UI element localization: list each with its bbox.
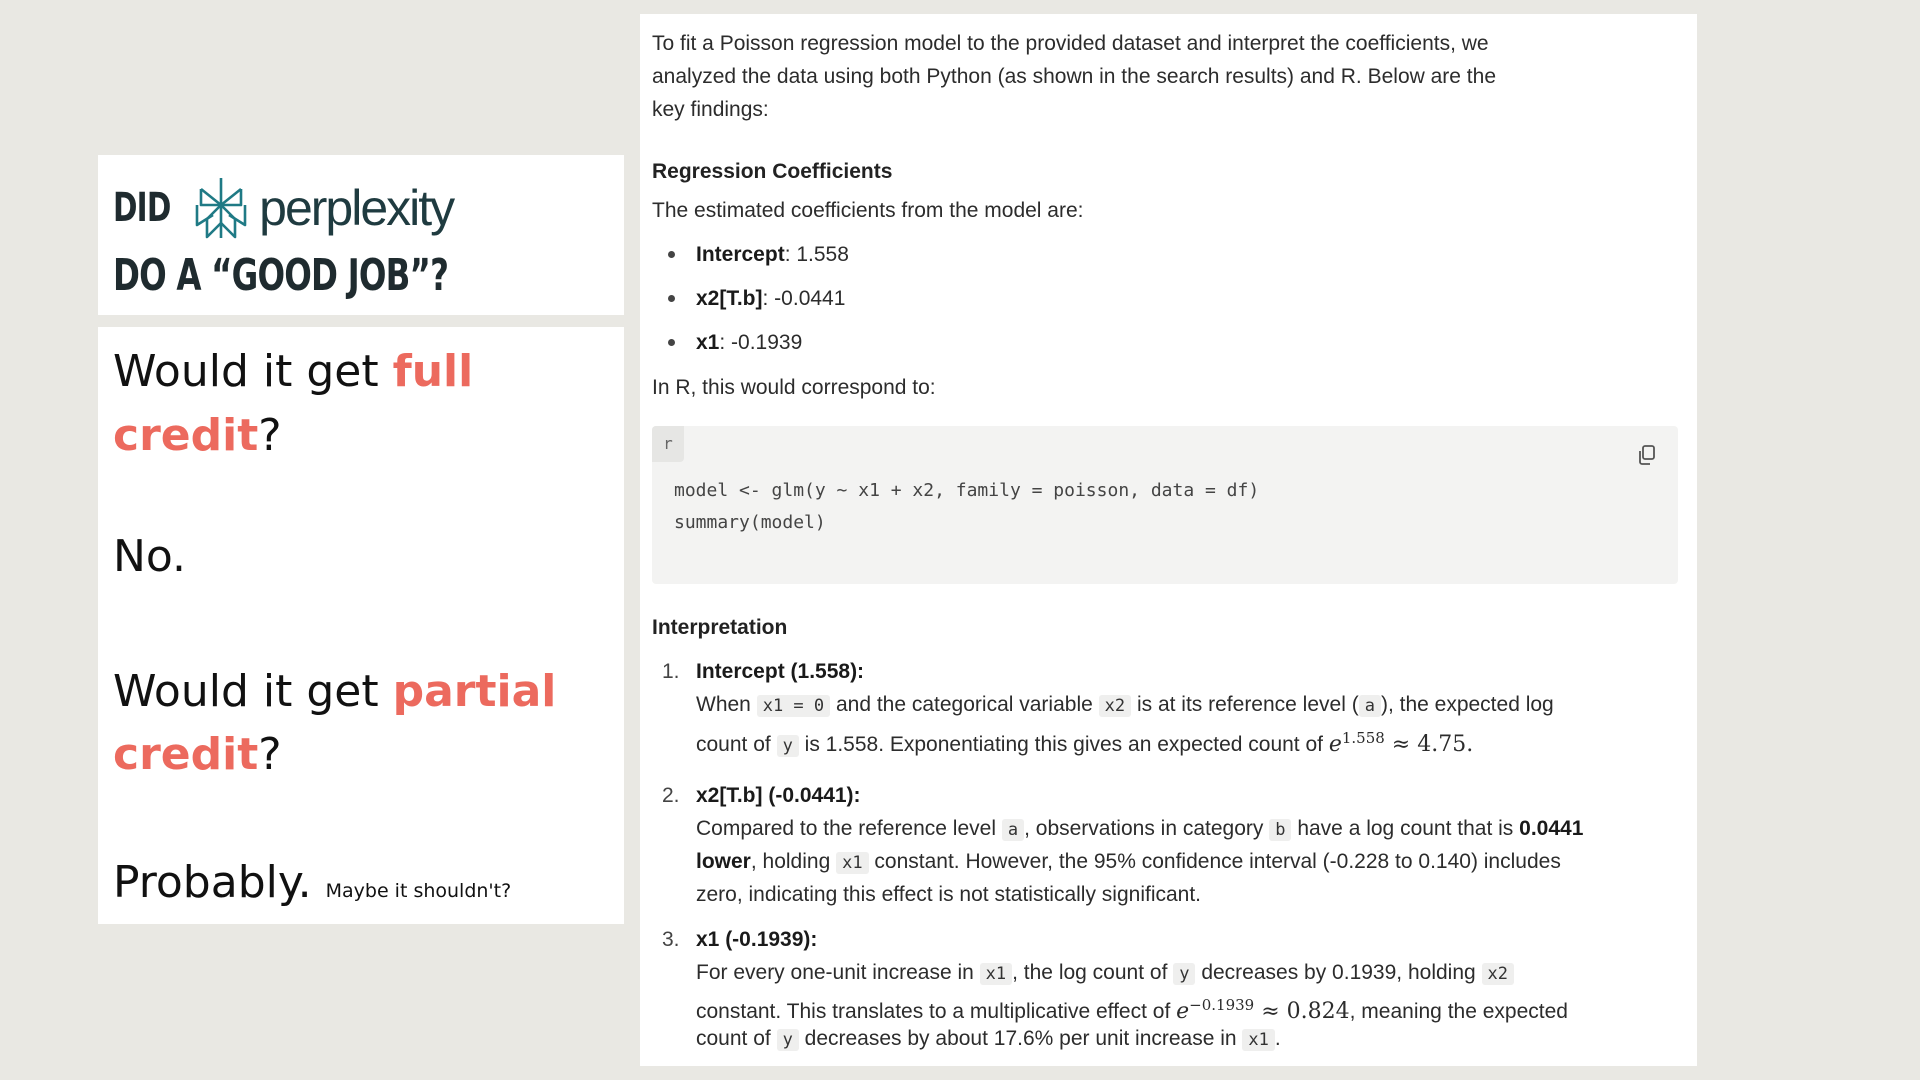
text: decreases by 0.1939, holding	[1195, 961, 1482, 984]
item-title: x2[T.b] (-0.0441):	[696, 784, 861, 807]
question-2-highlight-partial: partial	[392, 666, 557, 717]
text: is 1.558. Exponentiating this gives an expected count of	[798, 733, 1329, 756]
inline-code: x2	[1099, 695, 1131, 717]
item-2-title	[696, 779, 861, 812]
item-title: Intercept (1.558):	[696, 660, 865, 683]
answer-2	[113, 851, 511, 923]
bullet-x1	[696, 326, 802, 359]
code-block	[652, 426, 1678, 584]
title-did: DID	[113, 185, 171, 231]
text: is at its reference level (	[1131, 693, 1359, 716]
r-intro: In R, this would correspond to:	[652, 376, 936, 399]
text: count of	[696, 733, 777, 756]
list-number: 1.	[662, 660, 680, 683]
item-3-line-3	[696, 1022, 1281, 1057]
code-line-2: summary(model)	[674, 512, 826, 533]
question-1-mark: ?	[258, 410, 282, 461]
heading-regression-coefficients: Regression Coefficients	[652, 160, 893, 183]
title-row-2	[113, 245, 522, 305]
question-1-text: Would it get	[113, 346, 393, 397]
inline-code: a	[1359, 695, 1381, 717]
question-1-line-2	[113, 404, 282, 468]
title-line-2: DO A “GOOD JOB”?	[113, 249, 449, 301]
bullet-intercept	[696, 238, 849, 271]
bullet-value: : -0.0441	[762, 287, 846, 310]
bullet-x2	[696, 282, 845, 315]
item-1-title	[696, 655, 864, 688]
text: .	[1274, 1027, 1281, 1050]
inline-code: x1	[836, 852, 868, 874]
item-3-title	[696, 923, 817, 956]
item-2-line-2	[696, 845, 1561, 880]
math-e: e	[1176, 999, 1190, 1024]
title-card	[98, 155, 624, 315]
text: count of	[696, 1027, 777, 1050]
answer-2-aside: Maybe it shouldn't?	[325, 880, 512, 902]
text: , holding	[750, 850, 837, 873]
inline-code: x1	[1242, 1029, 1274, 1051]
question-2-mark: ?	[258, 729, 282, 780]
title-row-1	[113, 173, 453, 243]
inline-code: x1 = 0	[757, 695, 830, 717]
question-2-line-1	[113, 660, 556, 724]
coefficients-intro: The estimated coefficients from the model are:	[652, 199, 1084, 222]
inline-code: y	[1173, 963, 1195, 985]
text: decreases by about 17.6% per unit increase in	[798, 1027, 1243, 1050]
list-number: 3.	[662, 928, 680, 951]
math-result: ≈ 0.824	[1254, 999, 1350, 1024]
question-card	[98, 327, 624, 924]
bullet-label: x1	[696, 331, 720, 354]
bullet-value: : 1.558	[784, 243, 849, 266]
math-result: ≈ 4.75.	[1384, 732, 1474, 757]
text: constant. This translates to a multiplicative effect of	[696, 1000, 1177, 1023]
inline-code: x1	[980, 963, 1012, 985]
inline-code: a	[1002, 819, 1024, 841]
item-2-line-1	[696, 812, 1583, 847]
answer-1: No.	[113, 531, 187, 582]
list-number: 2.	[662, 784, 680, 807]
bullet-dot	[668, 251, 675, 258]
copy-icon[interactable]	[1636, 444, 1658, 466]
item-1-line-2	[696, 722, 1473, 763]
item-1-line-1	[696, 688, 1554, 723]
inline-code: y	[777, 735, 799, 757]
math-exponent: 1.558	[1341, 729, 1385, 747]
bold-text: lower	[696, 850, 751, 873]
intro-line-1: To fit a Poisson regression model to the provided dataset and interpret the coefficients, we	[652, 32, 1489, 55]
intro-line-3: key findings:	[652, 98, 769, 121]
item-title: x1 (-0.1939):	[696, 928, 818, 951]
text: constant. However, the 95% confidence interval (-0.228 to 0.140) includes	[868, 850, 1561, 873]
text: For every one-unit increase in	[696, 961, 980, 984]
inline-code: y	[777, 1029, 799, 1051]
bullet-label: Intercept	[696, 243, 785, 266]
text: Compared to the reference level	[696, 817, 1002, 840]
item-3-line-1	[696, 956, 1514, 991]
math-exponent: −0.1939	[1189, 996, 1255, 1014]
intro-line-2: analyzed the data using both Python (as shown in the search results) and R. Below are the	[652, 65, 1496, 88]
bold-value: 0.0441	[1519, 817, 1584, 840]
text: , observations in category	[1024, 817, 1270, 840]
question-2-text: Would it get	[113, 666, 393, 717]
answer-panel	[640, 14, 1697, 1066]
text: , the log count of	[1012, 961, 1174, 984]
bullet-dot	[668, 295, 675, 302]
text: When	[696, 693, 757, 716]
bullet-value: : -0.1939	[719, 331, 803, 354]
text: ), the expected log	[1380, 693, 1554, 716]
answer-2-text: Probably.	[113, 857, 312, 908]
question-2-highlight-credit: credit	[113, 729, 259, 780]
text: have a log count that is	[1291, 817, 1520, 840]
question-2-line-2	[113, 723, 282, 787]
brand-name: perplexity	[259, 180, 454, 236]
math-e: e	[1328, 732, 1342, 757]
code-line-1: model <- glm(y ~ x1 + x2, family = poisson, data = df)	[674, 480, 1260, 501]
question-1-line-1	[113, 340, 473, 404]
inline-code: x2	[1482, 963, 1514, 985]
bullet-dot	[668, 339, 675, 346]
inline-code: b	[1269, 819, 1291, 841]
perplexity-logo-icon	[193, 175, 249, 241]
text: , meaning the expected	[1349, 1000, 1568, 1023]
heading-interpretation: Interpretation	[652, 616, 788, 639]
code-language-label: r	[652, 426, 684, 462]
question-1-highlight-credit: credit	[113, 410, 259, 461]
item-2-line-3: zero, indicating this effect is not statistically significant.	[696, 883, 1202, 906]
question-1-highlight-full: full	[392, 346, 474, 397]
bullet-label: x2[T.b]	[696, 287, 763, 310]
text: and the categorical variable	[830, 693, 1099, 716]
